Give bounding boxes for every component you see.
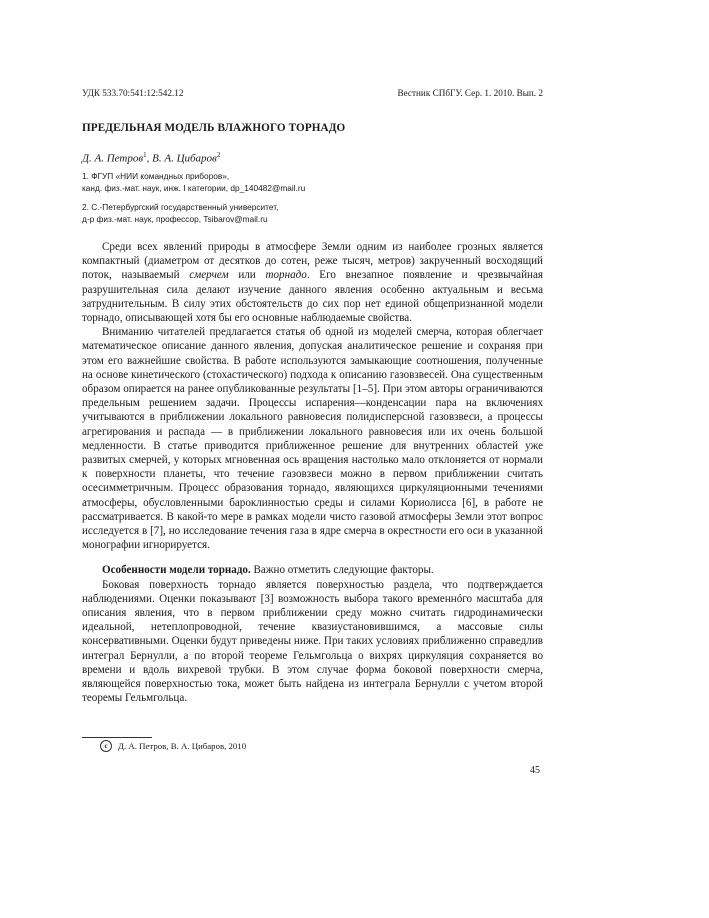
section-heading-paragraph xyxy=(82,563,543,577)
author-tsibarov-affiliation-mark: 2 xyxy=(216,151,221,159)
footnote-divider xyxy=(82,737,152,738)
udc-code: УДК 533.70:541:12:542.12 xyxy=(82,88,184,98)
paragraph-intro-text-b: или xyxy=(228,269,266,282)
page-number: 45 xyxy=(530,765,540,776)
affiliation-1-details: канд. физ.-мат. наук, инж. I категории, dp_140482@mail.ru xyxy=(82,182,306,193)
author-line xyxy=(82,151,220,165)
paragraph-lateral-surface: Боковая поверхность торнадо является поверхностью раздела, что подтверждается наблюдениями. Оценки показывают [3] возможность выбора такого временнóго масштаба для описания явления, что в первом приближении среду можно считать гидродинамически идеальной, нетеплопроводной, течение квазиустановившимся, а массовые силы консервативными. Оценки будут приведены ниже. При таких условиях приближенно справедлив интеграл Бернулли, а по второй теореме Гельмгольца о вихрях циркуляция сохраняется во времени и вдоль вихревой трубки. В этом случае форма боковой поверхности смерча, являющейся поверхностью тока, может быть найдена из интеграла Бернулли с учетом второй теоремы Гельмгольца. xyxy=(82,578,543,705)
copyright-text: Д. А. Петров, В. А. Цибаров, 2010 xyxy=(118,741,247,751)
paragraph-intro xyxy=(82,240,543,325)
affiliation-2-details: д-р физ.-мат. наук, профессор, Tsibarov@mail.ru xyxy=(82,213,268,224)
term-tornado: торнадо xyxy=(265,269,307,282)
paragraph-intro-text-a: Среди всех явлений природы в атмосфере Земли одним из наиболее грозных является компактный (диаметром от десятков до сотен, реже тысяч, метров) закрученный восходящий поток, называемый xyxy=(82,241,543,282)
copyright-icon: c xyxy=(100,740,112,752)
paragraph-intro-text-c: . Его внезапное появление и чрезвычайная разрушительная сила делают изучение данного явления особенно актуальным и весьма затруднительным. В силу этих обстоятельств до сих пор нет единой общепризнанной модели торнадо, описывающей хотя бы его основные наблюдаемые свойства. xyxy=(82,269,544,325)
author-tsibarov: В. А. Цибаров xyxy=(152,152,217,165)
running-header xyxy=(82,88,543,98)
author-petrov: Д. А. Петров xyxy=(82,152,144,165)
article-body xyxy=(82,240,543,706)
affiliation-2-org: 2. С.-Петербургский государственный университет, xyxy=(82,202,279,212)
author-separator: , xyxy=(146,152,153,165)
author-petrov-affiliation-mark: 1 xyxy=(143,151,147,159)
paragraph-approach: Вниманию читателей предлагается статья об одной из моделей смерча, которая облегчает математическое описание данного явления, допуская аналитическое решение и сохраняя при этом его важнейшие свойства. В работе используются замыкающие соотношения, полученные на основе кинетического (стохастического) подхода к описанию газовзвесей. Она существенным образом опирается на ранее опубликованные результаты [1–5]. При этом авторы ограничиваются предельным решением задачи. Процессы испарения—конденсации пара на включениях учитываются в приближении локального равновесия полидисперсной газовзвеси, а процессы агрегирования и распада — в приближении локального равновесия или их очень большой медленности. В статье приводится приближенное решение для внутренних областей уже развитых смерчей, у которых мгновенная ось вращения настолько мало отклоняется от нормали к поверхности планеты, что течение газовзвеси можно в первом приближении считать осесимметричным. Процесс образования торнадо, являющихся циркуляционными течениями атмосферы, обусловленными бароклинностью среды и силами Кориолисса [6], в работе не рассматривается. В какой-то мере в рамках модели чисто газовой атмосферы Земли этот вопрос исследуется в [7], но исследование течения газа в ядре смерча в окрестности его оси в указанной монографии игнорируется. xyxy=(82,326,543,552)
copyright-footnote xyxy=(100,740,246,752)
term-smerch: смерчем xyxy=(189,269,229,282)
article-title: ПРЕДЕЛЬНАЯ МОДЕЛЬ ВЛАЖНОГО ТОРНАДО xyxy=(82,122,346,134)
journal-reference: Вестник СПбГУ. Сер. 1. 2010. Вып. 2 xyxy=(397,88,543,98)
affiliation-1-org: 1. ФГУП «НИИ командных приборов», xyxy=(82,171,230,181)
affiliation-2 xyxy=(82,202,278,225)
section-heading: Особенности модели торнадо. xyxy=(102,564,251,577)
section-lead-text: Важно отметить следующие факторы. xyxy=(250,564,434,577)
affiliation-1 xyxy=(82,171,305,194)
